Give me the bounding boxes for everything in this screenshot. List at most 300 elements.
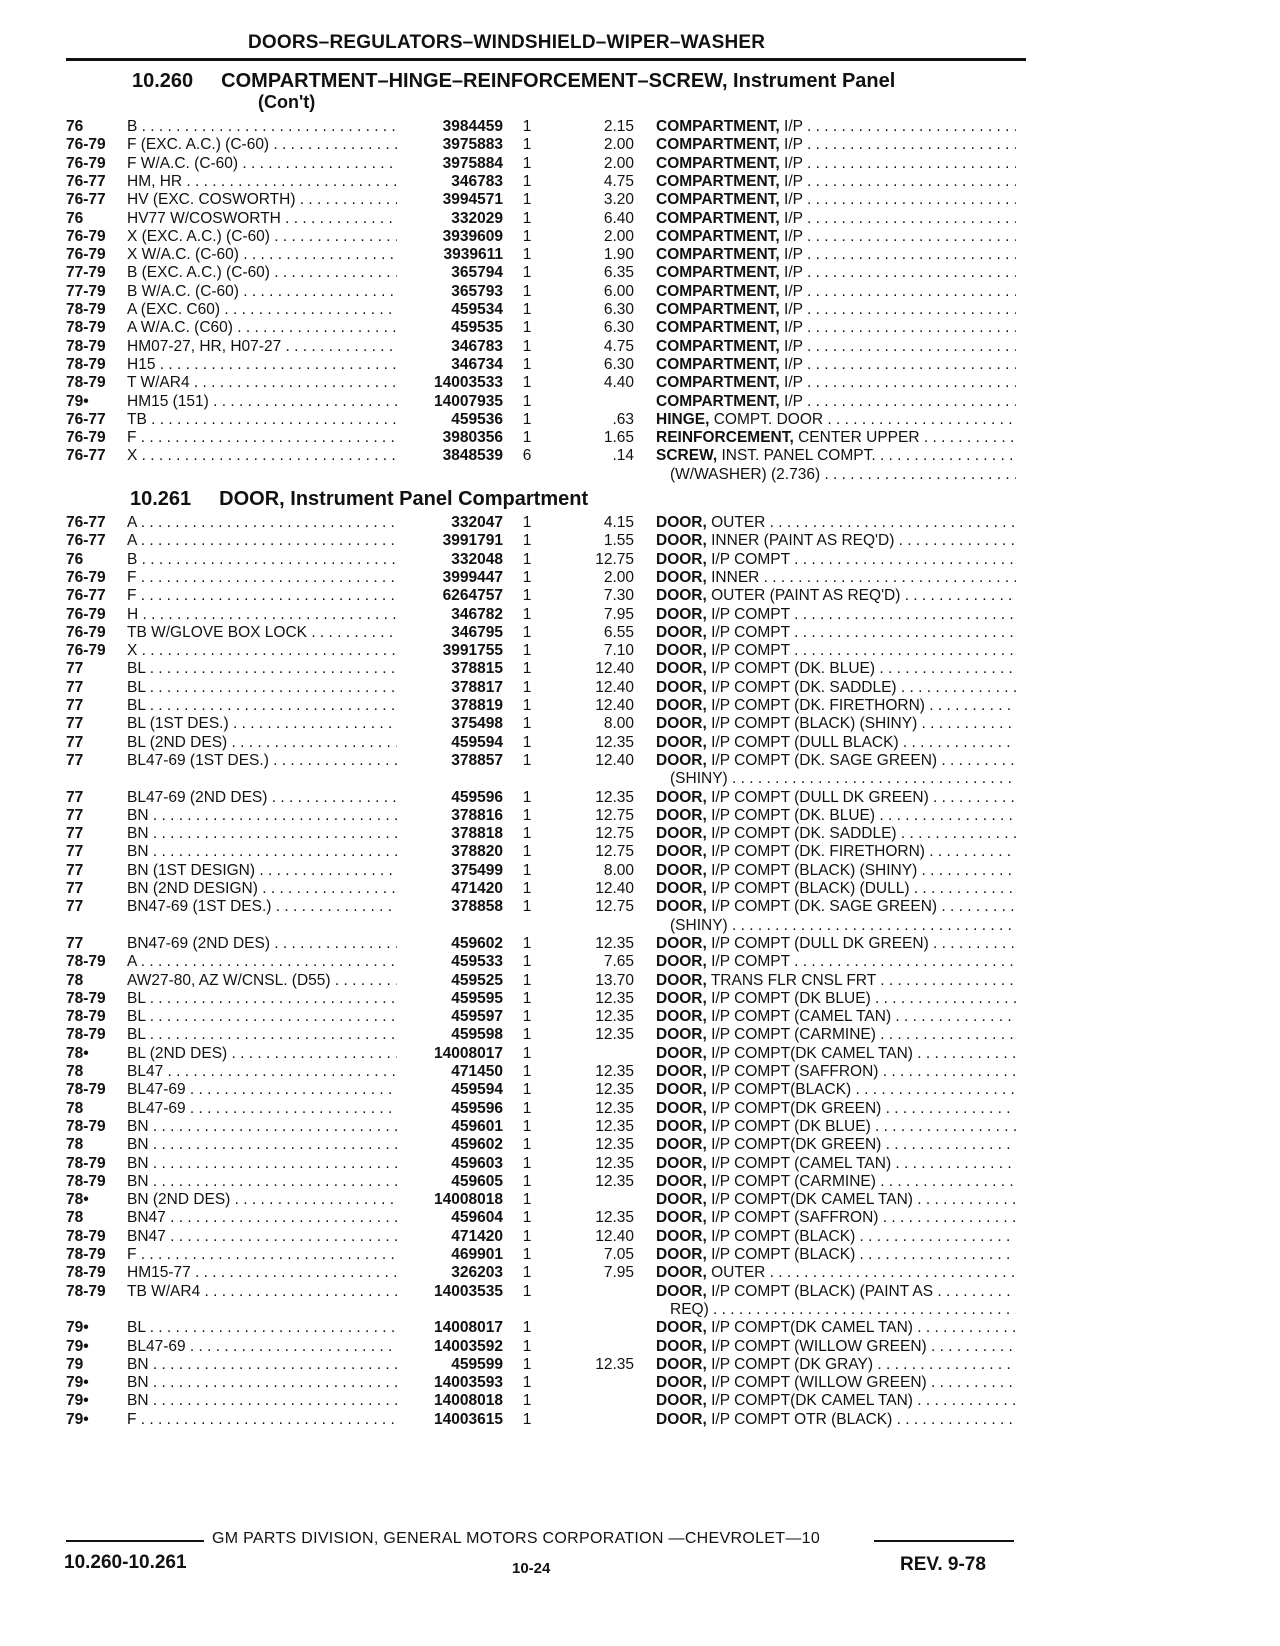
price: 4.15 — [603, 514, 634, 531]
description-noun: DOOR, — [656, 1392, 707, 1410]
description — [656, 660, 1016, 678]
description-detail: I/P COMPT (BLACK) — [706, 1227, 856, 1245]
model-code: F (EXC. A.C.) (C-60) . . . — [127, 136, 397, 154]
model-code: BN . . . — [127, 1392, 397, 1410]
model-year: 78-79 — [66, 1282, 106, 1300]
part-number: 378817 — [451, 678, 503, 696]
description — [656, 898, 1016, 916]
description — [656, 1136, 1016, 1154]
price: 7.65 — [603, 953, 634, 971]
description — [656, 1100, 1016, 1118]
part-number: 332048 — [451, 550, 503, 568]
description — [656, 715, 1016, 733]
description — [656, 1338, 1016, 1356]
part-row — [0, 1063, 1280, 1081]
description-noun: REINFORCEMENT, — [656, 429, 794, 447]
quantity: 1 — [522, 934, 532, 952]
description — [656, 862, 1016, 880]
description-detail: I/P COMPT(DK CAMEL TAN) — [706, 1319, 913, 1337]
part-row — [0, 935, 1280, 953]
model-year: 78• — [66, 1191, 89, 1209]
description-noun: DOOR, — [656, 806, 707, 824]
description-detail: I/P COMPT (BLACK) (DULL) — [706, 880, 910, 897]
model-code: X . . . — [127, 642, 397, 660]
price: 12.35 — [595, 1117, 634, 1135]
description-noun: COMPARTMENT, — [656, 118, 780, 135]
footer-revision: REV. 9-78 — [900, 1554, 986, 1575]
part-number: 3991755 — [442, 642, 503, 660]
model-code: BN47-69 (2ND DES) . . . — [127, 935, 397, 953]
description-detail: I/P — [779, 154, 803, 172]
quantity: 1 — [522, 264, 532, 282]
description — [656, 953, 1016, 971]
quantity: 1 — [522, 1392, 532, 1410]
model-year: 79 — [66, 1355, 84, 1373]
description-detail: I/P COMPT (DULL BLACK) — [706, 733, 899, 751]
part-number: 459603 — [451, 1154, 503, 1172]
quantity: 1 — [522, 861, 532, 879]
description — [656, 935, 1016, 953]
part-row — [0, 825, 1280, 843]
description-noun: DOOR, — [656, 880, 707, 897]
model-year: 78• — [66, 1044, 89, 1062]
model-year: 78-79 — [66, 337, 106, 355]
model-code: BN . . . — [127, 1356, 397, 1374]
model-code: HM, HR . . . — [127, 173, 397, 191]
description-noun: DOOR, — [656, 1374, 707, 1392]
description-noun: DOOR, — [656, 605, 707, 623]
part-number: 3975884 — [442, 154, 503, 172]
quantity: 1 — [522, 374, 532, 392]
quantity: 6 — [522, 447, 532, 465]
price: 12.75 — [595, 843, 634, 861]
description — [656, 393, 1016, 411]
price: 12.40 — [595, 751, 634, 769]
description — [656, 1008, 1016, 1026]
quantity: 1 — [522, 1264, 532, 1282]
description-detail: I/P COMPT(DK GREEN) — [706, 1136, 882, 1154]
price: 7.10 — [603, 642, 634, 660]
section-subtitle: (Con't) — [258, 92, 316, 112]
part-row — [0, 1228, 1280, 1246]
price: 7.95 — [603, 1264, 634, 1282]
description-noun: COMPARTMENT, — [656, 355, 780, 373]
model-code: BL47 . . . — [127, 1063, 397, 1081]
description-detail: I/P COMPT — [706, 953, 790, 971]
description — [656, 551, 1016, 569]
model-year: 77 — [66, 934, 84, 952]
quantity: 1 — [522, 806, 532, 824]
price: 12.40 — [595, 1227, 634, 1245]
description-noun: DOOR, — [656, 697, 707, 714]
model-code: B . . . — [127, 118, 397, 136]
description-noun: DOOR, — [656, 843, 707, 861]
part-row — [0, 136, 1280, 154]
description — [656, 587, 1016, 605]
model-year: 77-79 — [66, 264, 106, 282]
price: 2.00 — [603, 227, 634, 245]
part-row — [0, 587, 1280, 605]
description-noun: DOOR, — [656, 1191, 707, 1209]
model-year: 76-79 — [66, 642, 106, 660]
model-code: BL (2ND DES) . . . — [127, 734, 397, 752]
price: 12.35 — [595, 1026, 634, 1044]
model-code: BL . . . — [127, 1008, 397, 1026]
price: 2.15 — [603, 118, 634, 135]
quantity: 1 — [522, 1172, 532, 1190]
section-10-261-heading — [130, 488, 588, 511]
model-year: 76-77 — [66, 172, 106, 190]
price: 12.35 — [595, 1154, 634, 1172]
description-noun: DOOR, — [656, 1355, 707, 1373]
part-number: 471420 — [451, 880, 503, 897]
model-code: BL . . . — [127, 697, 397, 715]
model-year: 76-79 — [66, 568, 106, 586]
page-header-title: DOORS–REGULATORS–WINDSHIELD–WIPER–WASHER — [248, 32, 766, 53]
description — [656, 264, 1016, 282]
quantity: 1 — [522, 880, 532, 897]
description — [656, 191, 1016, 209]
description-noun: DOOR, — [656, 1227, 707, 1245]
footer-rule-right — [874, 1540, 1014, 1542]
part-row — [0, 697, 1280, 715]
price: 12.40 — [595, 880, 634, 897]
model-year: 77 — [66, 751, 84, 769]
part-row — [0, 1283, 1280, 1301]
part-number: 459598 — [451, 1026, 503, 1044]
model-code: HV77 W/COSWORTH . . . — [127, 210, 397, 228]
model-year: 76-77 — [66, 514, 106, 531]
quantity: 1 — [522, 953, 532, 971]
part-number: 3980356 — [442, 429, 503, 447]
part-number: 375498 — [451, 715, 503, 733]
part-number: 378819 — [451, 697, 503, 714]
footer-section-range: 10.260-10.261 — [64, 1552, 187, 1573]
description-noun: DOOR, — [656, 733, 707, 751]
description — [656, 1283, 1016, 1301]
quantity: 1 — [522, 1282, 532, 1300]
section-10-260-heading — [132, 70, 895, 93]
model-year: 78-79 — [66, 374, 106, 392]
model-code: BN (2ND DESIGN) . . . — [127, 880, 397, 898]
model-year: 77 — [66, 715, 84, 733]
description — [656, 642, 1016, 660]
price: 7.95 — [603, 605, 634, 623]
description-noun: DOOR, — [656, 953, 707, 971]
model-year: 77 — [66, 825, 84, 843]
quantity: 1 — [522, 136, 532, 154]
part-row — [0, 246, 1280, 264]
part-row — [0, 1118, 1280, 1136]
part-number: 459599 — [451, 1355, 503, 1373]
model-year: 78-79 — [66, 1227, 106, 1245]
description-detail: I/P COMPT (DK. SADDLE) — [706, 825, 897, 843]
price: 12.35 — [595, 1172, 634, 1190]
price: 4.75 — [603, 337, 634, 355]
part-row — [0, 990, 1280, 1008]
part-row — [0, 532, 1280, 550]
part-number: 459602 — [451, 1136, 503, 1154]
footer-rule-left — [66, 1540, 204, 1542]
part-number: 365793 — [451, 282, 503, 300]
quantity: 1 — [522, 1246, 532, 1263]
description-noun: DOOR, — [656, 715, 707, 733]
description — [656, 1264, 1016, 1282]
part-number: 6264757 — [442, 587, 503, 605]
model-code: F . . . — [127, 1411, 397, 1429]
part-row — [0, 118, 1280, 136]
description-detail: I/P COMPT — [706, 605, 790, 623]
model-year: 78 — [66, 1099, 84, 1117]
part-number: 14008017 — [434, 1319, 503, 1337]
part-number: 375499 — [451, 861, 503, 879]
model-code: BL47-69 (1ST DES.) . . . — [127, 752, 397, 770]
description-noun: COMPARTMENT, — [656, 136, 780, 154]
part-row — [0, 429, 1280, 447]
section-number: 10.260 — [132, 70, 194, 92]
price: 1.65 — [603, 429, 634, 447]
quantity: 1 — [522, 154, 532, 172]
part-number: 346782 — [451, 605, 503, 623]
description — [656, 880, 1016, 898]
description — [656, 1173, 1016, 1191]
description — [656, 1026, 1016, 1044]
quantity: 1 — [522, 788, 532, 806]
part-row — [0, 843, 1280, 861]
model-code: A . . . — [127, 514, 397, 532]
part-number: 471420 — [451, 1227, 503, 1245]
model-year: 78-79 — [66, 1008, 106, 1026]
part-number: 459601 — [451, 1117, 503, 1135]
description — [656, 1081, 1016, 1099]
part-row — [0, 1356, 1280, 1374]
description-detail: I/P COMPT (DK. BLUE) — [706, 806, 876, 824]
model-year: 79• — [66, 1392, 89, 1410]
description — [656, 1118, 1016, 1136]
description-detail: I/P COMPT (DK BLUE) — [706, 989, 871, 1007]
model-year: 78 — [66, 971, 84, 989]
part-number: 459597 — [451, 1008, 503, 1026]
description-noun: COMPARTMENT, — [656, 227, 780, 245]
quantity: 1 — [522, 587, 532, 605]
description-noun: COMPARTMENT, — [656, 172, 780, 190]
quantity: 1 — [522, 898, 532, 916]
part-number: 14008017 — [434, 1044, 503, 1062]
part-row — [0, 624, 1280, 642]
model-code: BL47-69 (2ND DES) . . . — [127, 789, 397, 807]
description — [656, 1155, 1016, 1173]
model-code: BL . . . — [127, 1319, 397, 1337]
model-code: BL . . . — [127, 990, 397, 1008]
description-detail: INST. PANEL COMPT. — [717, 447, 876, 465]
description-noun: COMPARTMENT, — [656, 191, 780, 209]
price: 6.55 — [603, 623, 634, 641]
description-noun: SCREW, — [656, 447, 718, 465]
description — [656, 1392, 1016, 1410]
part-number: 378818 — [451, 825, 503, 843]
quantity: 1 — [522, 1117, 532, 1135]
description-continuation: (SHINY) . . . — [670, 770, 1016, 788]
description-noun: DOOR, — [656, 678, 707, 696]
price: 12.35 — [595, 1081, 634, 1099]
quantity: 1 — [522, 392, 532, 410]
price: 12.35 — [595, 1136, 634, 1154]
description-detail: I/P COMPT (CARMINE) — [706, 1026, 876, 1044]
price: 8.00 — [603, 715, 634, 733]
quantity: 1 — [522, 337, 532, 355]
price: 13.70 — [595, 971, 634, 989]
description-detail: I/P COMPT (DK GRAY) — [706, 1355, 874, 1373]
part-row — [0, 862, 1280, 880]
quantity: 1 — [522, 1209, 532, 1227]
description — [656, 411, 1016, 429]
part-row — [0, 642, 1280, 660]
model-code: BL (2ND DES) . . . — [127, 1045, 397, 1063]
part-number: 3848539 — [442, 447, 503, 465]
quantity: 1 — [522, 1154, 532, 1172]
description — [656, 1319, 1016, 1337]
part-row — [0, 1081, 1280, 1099]
model-year: 76 — [66, 550, 84, 568]
description-noun: DOOR, — [656, 898, 707, 916]
price: 6.00 — [603, 282, 634, 300]
description-detail: OUTER (PAINT AS REQ'D) — [706, 587, 901, 605]
model-year: 77 — [66, 880, 84, 897]
description-detail: I/P COMPT (DK. SADDLE) — [706, 678, 897, 696]
description-noun: DOOR, — [656, 1063, 707, 1080]
quantity: 1 — [522, 825, 532, 843]
model-code: BL47-69 . . . — [127, 1081, 397, 1099]
description — [656, 843, 1016, 861]
description-noun: DOOR, — [656, 825, 707, 843]
part-number: 14003615 — [434, 1410, 503, 1428]
price: .63 — [612, 410, 634, 428]
description-noun: DOOR, — [656, 1117, 707, 1135]
part-number: 378858 — [451, 898, 503, 916]
part-number: 346783 — [451, 337, 503, 355]
description-noun: COMPARTMENT, — [656, 264, 780, 282]
part-number: 332029 — [451, 209, 503, 227]
model-year: 77 — [66, 898, 84, 916]
quantity: 1 — [522, 1099, 532, 1117]
description — [656, 1356, 1016, 1374]
description — [656, 228, 1016, 246]
quantity: 1 — [522, 989, 532, 1007]
part-row — [0, 972, 1280, 990]
description-noun: DOOR, — [656, 1136, 707, 1154]
part-row — [0, 752, 1280, 770]
description — [656, 990, 1016, 1008]
model-year: 76-79 — [66, 246, 106, 264]
description — [656, 624, 1016, 642]
description-noun: DOOR, — [656, 623, 707, 641]
price: 6.30 — [603, 355, 634, 373]
model-year: 76-79 — [66, 605, 106, 623]
part-row — [0, 1338, 1280, 1356]
description-noun: DOOR, — [656, 971, 707, 989]
description-continuation: (W/WASHER) (2.736) . . . — [670, 466, 1016, 484]
description-noun: DOOR, — [656, 1410, 707, 1428]
description-detail: I/P — [779, 374, 803, 392]
model-code: BL . . . — [127, 1026, 397, 1044]
price: 12.75 — [595, 806, 634, 824]
description-detail: I/P — [779, 301, 803, 318]
description-noun: DOOR, — [656, 1154, 707, 1172]
description-detail: I/P COMPT (DK. FIRETHORN) — [706, 843, 925, 861]
model-year: 78-79 — [66, 1246, 106, 1263]
model-code: BL47-69 . . . — [127, 1100, 397, 1118]
description — [656, 210, 1016, 228]
model-code: X W/A.C. (C-60) . . . — [127, 246, 397, 264]
price: 3.20 — [603, 191, 634, 209]
price: 4.75 — [603, 172, 634, 190]
model-code: F . . . — [127, 429, 397, 447]
quantity: 1 — [522, 550, 532, 568]
part-row — [0, 898, 1280, 916]
part-number: 378820 — [451, 843, 503, 861]
part-number: 459594 — [451, 1081, 503, 1099]
description-detail: COMPT. DOOR — [709, 410, 824, 428]
price: 12.35 — [595, 989, 634, 1007]
description — [656, 679, 1016, 697]
description-noun: DOOR, — [656, 514, 707, 531]
price: 12.35 — [595, 1355, 634, 1373]
model-year: 77 — [66, 843, 84, 861]
description-detail: CENTER UPPER — [793, 429, 920, 447]
quantity: 1 — [522, 429, 532, 447]
quantity: 1 — [522, 568, 532, 586]
price: 12.40 — [595, 697, 634, 714]
description-detail: I/P — [779, 337, 803, 355]
model-code: TB W/GLOVE BOX LOCK . . . — [127, 624, 397, 642]
description-noun: COMPARTMENT, — [656, 154, 780, 172]
part-number: 14007935 — [434, 392, 503, 410]
description — [656, 283, 1016, 301]
description-detail: I/P COMPT(BLACK) — [706, 1081, 852, 1099]
model-year: 77 — [66, 806, 84, 824]
description — [656, 807, 1016, 825]
description — [656, 246, 1016, 264]
description-noun: COMPARTMENT, — [656, 246, 780, 264]
price: 6.30 — [603, 301, 634, 318]
quantity: 1 — [522, 1355, 532, 1373]
model-code: BN47 . . . — [127, 1209, 397, 1227]
description-detail: I/P COMPT(DK GREEN) — [706, 1099, 882, 1117]
part-number: 469901 — [451, 1246, 503, 1263]
model-year: 79• — [66, 1319, 89, 1337]
description-continuation: (SHINY) . . . — [670, 917, 1016, 935]
model-year: 78-79 — [66, 355, 106, 373]
quantity: 1 — [522, 1081, 532, 1099]
price: 12.75 — [595, 898, 634, 916]
description-noun: DOOR, — [656, 788, 707, 806]
price: 12.75 — [595, 550, 634, 568]
model-code: AW27-80, AZ W/CNSL. (D55) . . . — [127, 972, 397, 990]
part-row — [0, 514, 1280, 532]
description-detail: I/P COMPT — [706, 642, 790, 660]
description — [656, 301, 1016, 319]
description-detail: INNER (PAINT AS REQ'D) — [706, 532, 895, 550]
description-noun: DOOR, — [656, 550, 707, 568]
quantity: 1 — [522, 1410, 532, 1428]
model-code: T W/AR4 . . . — [127, 374, 397, 392]
description-detail: I/P — [779, 209, 803, 227]
quantity: 1 — [522, 1026, 532, 1044]
quantity: 1 — [522, 172, 532, 190]
description-detail: I/P COMPT — [706, 623, 790, 641]
description-noun: DOOR, — [656, 861, 707, 879]
description-detail: I/P COMPT (DK. SAGE GREEN) — [706, 751, 938, 769]
